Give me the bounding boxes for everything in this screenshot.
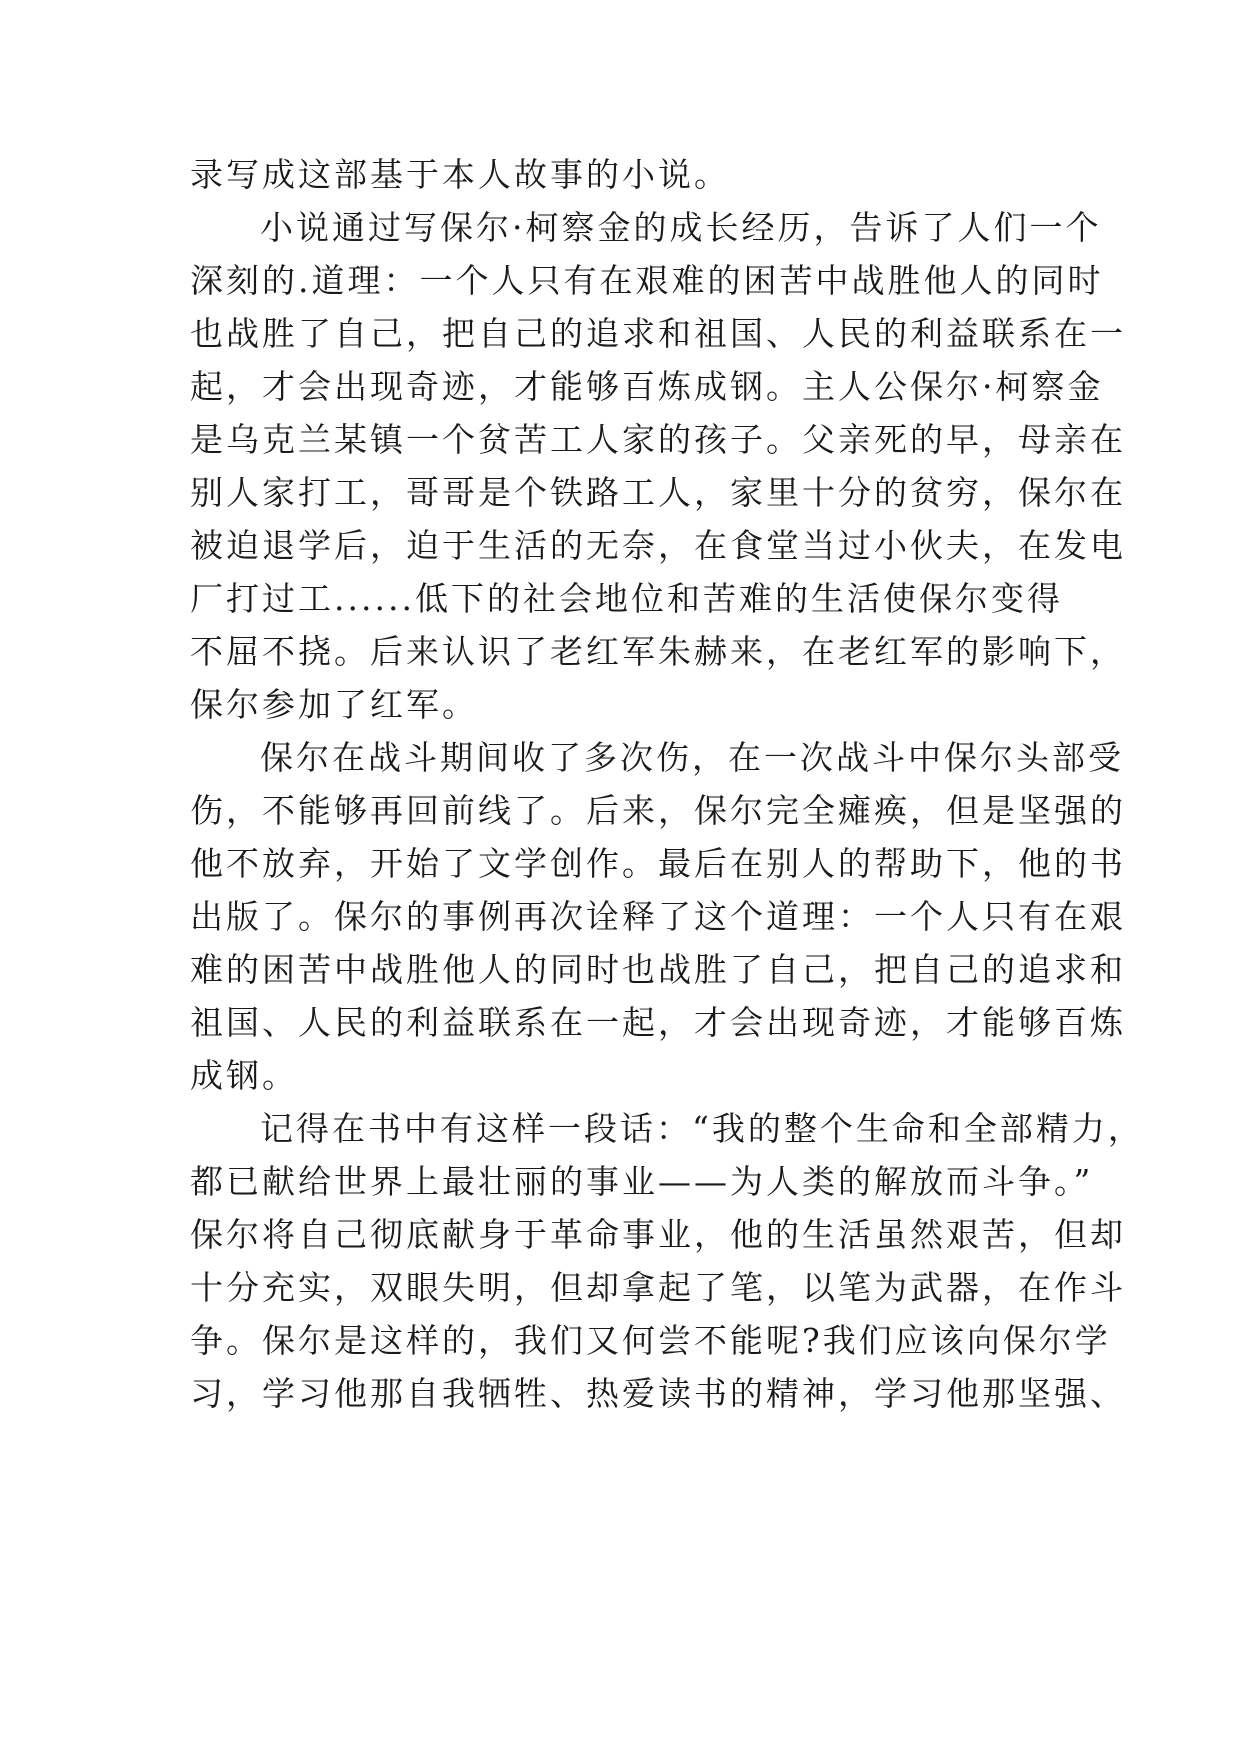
text-line-13: 伤，不能够再回前线了。后来，保尔完全瘫痪，但是坚强的	[190, 791, 1126, 830]
text-line-14: 他不放弃，开始了文学创作。最后在别人的帮助下，他的书	[190, 844, 1126, 883]
text-line-22: 十分充实，双眼失明，但却拿起了笔，以笔为武器，在作斗	[190, 1268, 1126, 1307]
text-line-24: 习，学习他那自我牺牲、热爱读书的精神，学习他那坚强、	[190, 1374, 1126, 1413]
text-line-8: 被迫退学后，迫于生活的无奈，在食堂当过小伙夫，在发电	[190, 526, 1126, 565]
text-line-15: 出版了。保尔的事例再次诠释了这个道理：一个人只有在艰	[190, 897, 1126, 936]
text-line-1: 录写成这部基于本人故事的小说。	[190, 155, 730, 194]
text-line-21: 保尔将自己彻底献身于革命事业，他的生活虽然艰苦，但却	[190, 1215, 1126, 1254]
text-line-19: 记得在书中有这样一段话：“我的整个生命和全部精力，	[260, 1109, 1144, 1148]
text-line-16: 难的困苦中战胜他人的同时也战胜了自己，把自己的追求和	[190, 950, 1126, 989]
text-line-9: 厂打过工......低下的社会地位和苦难的生活使保尔变得	[190, 579, 1063, 618]
text-line-4: 也战胜了自己，把自己的追求和祖国、人民的利益联系在一	[190, 314, 1126, 353]
text-line-2: 小说通过写保尔·柯察金的成长经历，告诉了人们一个	[260, 208, 1102, 247]
text-line-23: 争。保尔是这样的，我们又何尝不能呢?我们应该向保尔学	[190, 1321, 1111, 1360]
text-line-5: 起，才会出现奇迹，才能够百炼成钢。主人公保尔·柯察金	[190, 367, 1104, 406]
text-line-3: 深刻的.道理：一个人只有在艰难的困苦中战胜他人的同时	[190, 261, 1104, 300]
text-line-11: 保尔参加了红军。	[190, 685, 478, 724]
text-line-10: 不屈不挠。后来认识了老红军朱赫来，在老红军的影响下，	[190, 632, 1126, 671]
text-line-18: 成钢。	[190, 1056, 298, 1095]
text-line-7: 别人家打工，哥哥是个铁路工人，家里十分的贫穷，保尔在	[190, 473, 1126, 512]
text-line-17: 祖国、人民的利益联系在一起，才会出现奇迹，才能够百炼	[190, 1003, 1126, 1042]
text-line-12: 保尔在战斗期间收了多次伤，在一次战斗中保尔头部受	[260, 738, 1124, 777]
text-line-6: 是乌克兰某镇一个贫苦工人家的孩子。父亲死的早，母亲在	[190, 420, 1126, 459]
text-line-20: 都已献给世界上最壮丽的事业——为人类的解放而斗争。”	[190, 1162, 1094, 1201]
